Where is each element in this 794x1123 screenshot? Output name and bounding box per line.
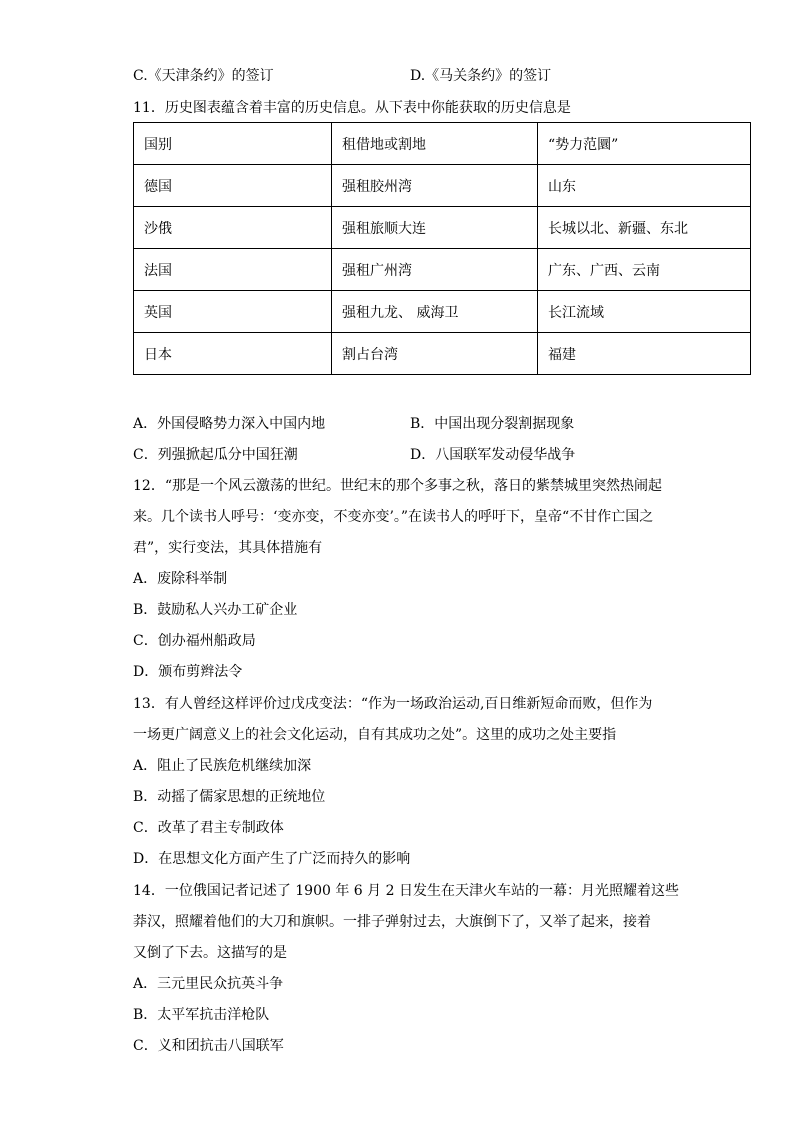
q11-option-a: A．外国侵略势力深入中国内地 [133,416,326,432]
q11-option-d: D．八国联军发动侵华战争 [410,447,576,463]
q14-option-c: C．义和团抗击八国联军 [133,1038,284,1054]
q12-option-b: B．鼓励私人兴办工矿企业 [133,602,298,618]
q12-option-c: C．创办福州船政局 [133,633,256,649]
q14-option-b: B．太平军抗击洋枪队 [133,1007,270,1023]
table-cell: 强租九龙、 威海卫 [332,291,538,333]
q14-stem-line-1: 14．一位俄国记者记述了 1900 年 6 月 2 日发生在天津火车站的一幕：月光照耀着这些 [133,883,679,899]
table-row [134,249,751,291]
q10-option-c: C.《天津条约》的签订 [133,68,274,84]
table-row [134,291,751,333]
table-cell: 长江流域 [538,291,751,333]
q11-option-c: C．列强掀起瓜分中国狂潮 [133,447,298,463]
table-row [134,333,751,375]
q14-option-a: A．三元里民众抗英斗争 [133,976,284,992]
table-cell: 法国 [134,249,332,291]
q13-stem-line-1: 13．有人曾经这样评价过戊戌变法：“作为一场政治运动,百日维新短命而败，但作为 [133,696,653,712]
q12-stem-line-1: 12．“那是一个风云激荡的世纪。世纪末的那个多事之秋，落日的紫禁城里突然热闹起 [133,478,662,494]
table-cell: 长城以北、新疆、东北 [538,207,751,249]
q13-option-b: B．动摇了儒家思想的正统地位 [133,789,326,805]
table-cell: 割占台湾 [332,333,538,375]
table-header-cell: 租借地或割地 [332,123,538,165]
table-cell: 沙俄 [134,207,332,249]
table-row [134,165,751,207]
table-cell: 福建 [538,333,751,375]
q10-option-d: D.《马关条约》的签订 [410,68,552,84]
q11-stem: 11．历史图表蕴含着丰富的历史信息。从下表中你能获取的历史信息是 [133,100,571,116]
table-header-row [134,123,751,165]
q13-stem-line-2: 一场更广阔意义上的社会文化运动，自有其成功之处”。这里的成功之处主要指 [133,727,617,743]
q14-stem-line-2: 莽汉，照耀着他们的大刀和旗帜。一排子弹射过去，大旗倒下了，又举了起来，接着 [133,914,651,930]
table-cell: 广东、广西、云南 [538,249,751,291]
q12-option-a: A．废除科举制 [133,571,228,587]
table-cell: 德国 [134,165,332,207]
q11-option-b: B．中国出现分裂割据现象 [410,416,575,432]
q12-option-d: D．颁布剪辫法令 [133,664,243,680]
q13-option-a: A．阻止了民族危机继续加深 [133,758,312,774]
table-cell: 英国 [134,291,332,333]
table-cell: 强租广州湾 [332,249,538,291]
table-cell: 强租旅顺大连 [332,207,538,249]
table-header-cell: “势力范圜” [538,123,751,165]
q13-option-d: D．在思想文化方面产生了广泛而持久的影响 [133,851,411,867]
q12-stem-line-2: 来。几个读书人呼号：‘变亦变，不变亦变’。”在读书人的呼吁下，皇帝“不甘作亡国之 [133,509,654,525]
table-cell: 山东 [538,165,751,207]
q12-stem-line-3: 君”，实行变法，其具体措施有 [133,540,323,556]
q13-option-c: C．改革了君主专制政体 [133,820,284,836]
table-header-cell: 国别 [134,123,332,165]
q14-stem-line-3: 又倒了下去。这描写的是 [133,945,287,961]
table-cell: 强租胶州湾 [332,165,538,207]
table-row [134,207,751,249]
q11-table [133,122,751,375]
table-cell: 日本 [134,333,332,375]
